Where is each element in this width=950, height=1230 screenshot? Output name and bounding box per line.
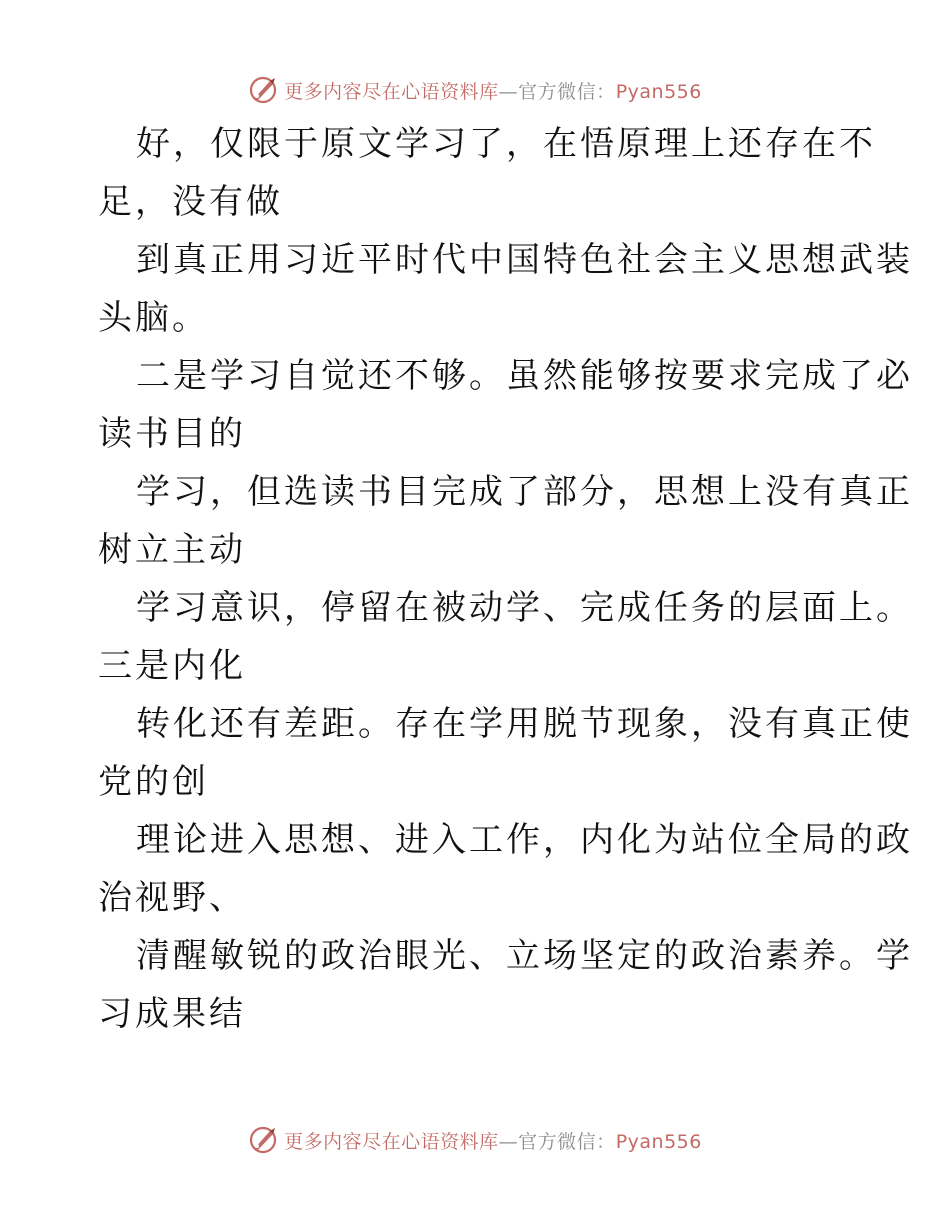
header-dash: — (498, 80, 519, 103)
paragraph-line: 树立主动 (98, 530, 246, 570)
paragraph-line: 治视野、 (98, 878, 246, 918)
paragraph-line: 党的创 (98, 762, 209, 802)
paragraph-line: 二是学习自觉还不够。虽然能够按要求完成了必 (136, 356, 913, 396)
paragraph-line: 理论进入思想、进入工作，内化为站位全局的政 (136, 820, 913, 860)
header-brand-text: 更多内容尽在心语资料库 (284, 80, 499, 103)
quill-pen-logo-icon (248, 1125, 278, 1155)
paragraph-line: 转化还有差距。存在学用脱节现象，没有真正使 (136, 704, 913, 744)
paragraph-line: 读书目的 (98, 414, 246, 454)
footer-wechat-id: Pyan556 (615, 1130, 702, 1153)
header-banner (0, 70, 950, 110)
footer-dash: — (498, 1130, 519, 1153)
paragraph-line: 习成果结 (98, 994, 246, 1034)
paragraph-line: 清醒敏锐的政治眼光、立场坚定的政治素养。学 (136, 936, 913, 976)
paragraph-line: 到真正用习近平时代中国特色社会主义思想武装 (136, 240, 913, 280)
paragraph-line: 三是内化 (98, 646, 246, 686)
paragraph-line: 足，没有做 (98, 182, 283, 222)
paragraph-line: 好，仅限于原文学习了，在悟原理上还存在不 (136, 124, 876, 164)
footer-banner (0, 1120, 950, 1160)
footer-text (284, 1127, 702, 1154)
header-wechat-label: 官方微信： (518, 80, 616, 103)
paragraph-line: 学习意识，停留在被动学、完成任务的层面上。 (136, 588, 913, 628)
paragraph-line: 学习，但选读书目完成了部分，思想上没有真正 (136, 472, 913, 512)
header-wechat-id: Pyan556 (615, 80, 702, 103)
quill-pen-logo-icon (248, 75, 278, 105)
header-text (284, 77, 702, 104)
footer-wechat-label: 官方微信： (518, 1130, 616, 1153)
footer-brand-text: 更多内容尽在心语资料库 (284, 1130, 499, 1153)
paragraph-line: 头脑。 (98, 298, 209, 338)
